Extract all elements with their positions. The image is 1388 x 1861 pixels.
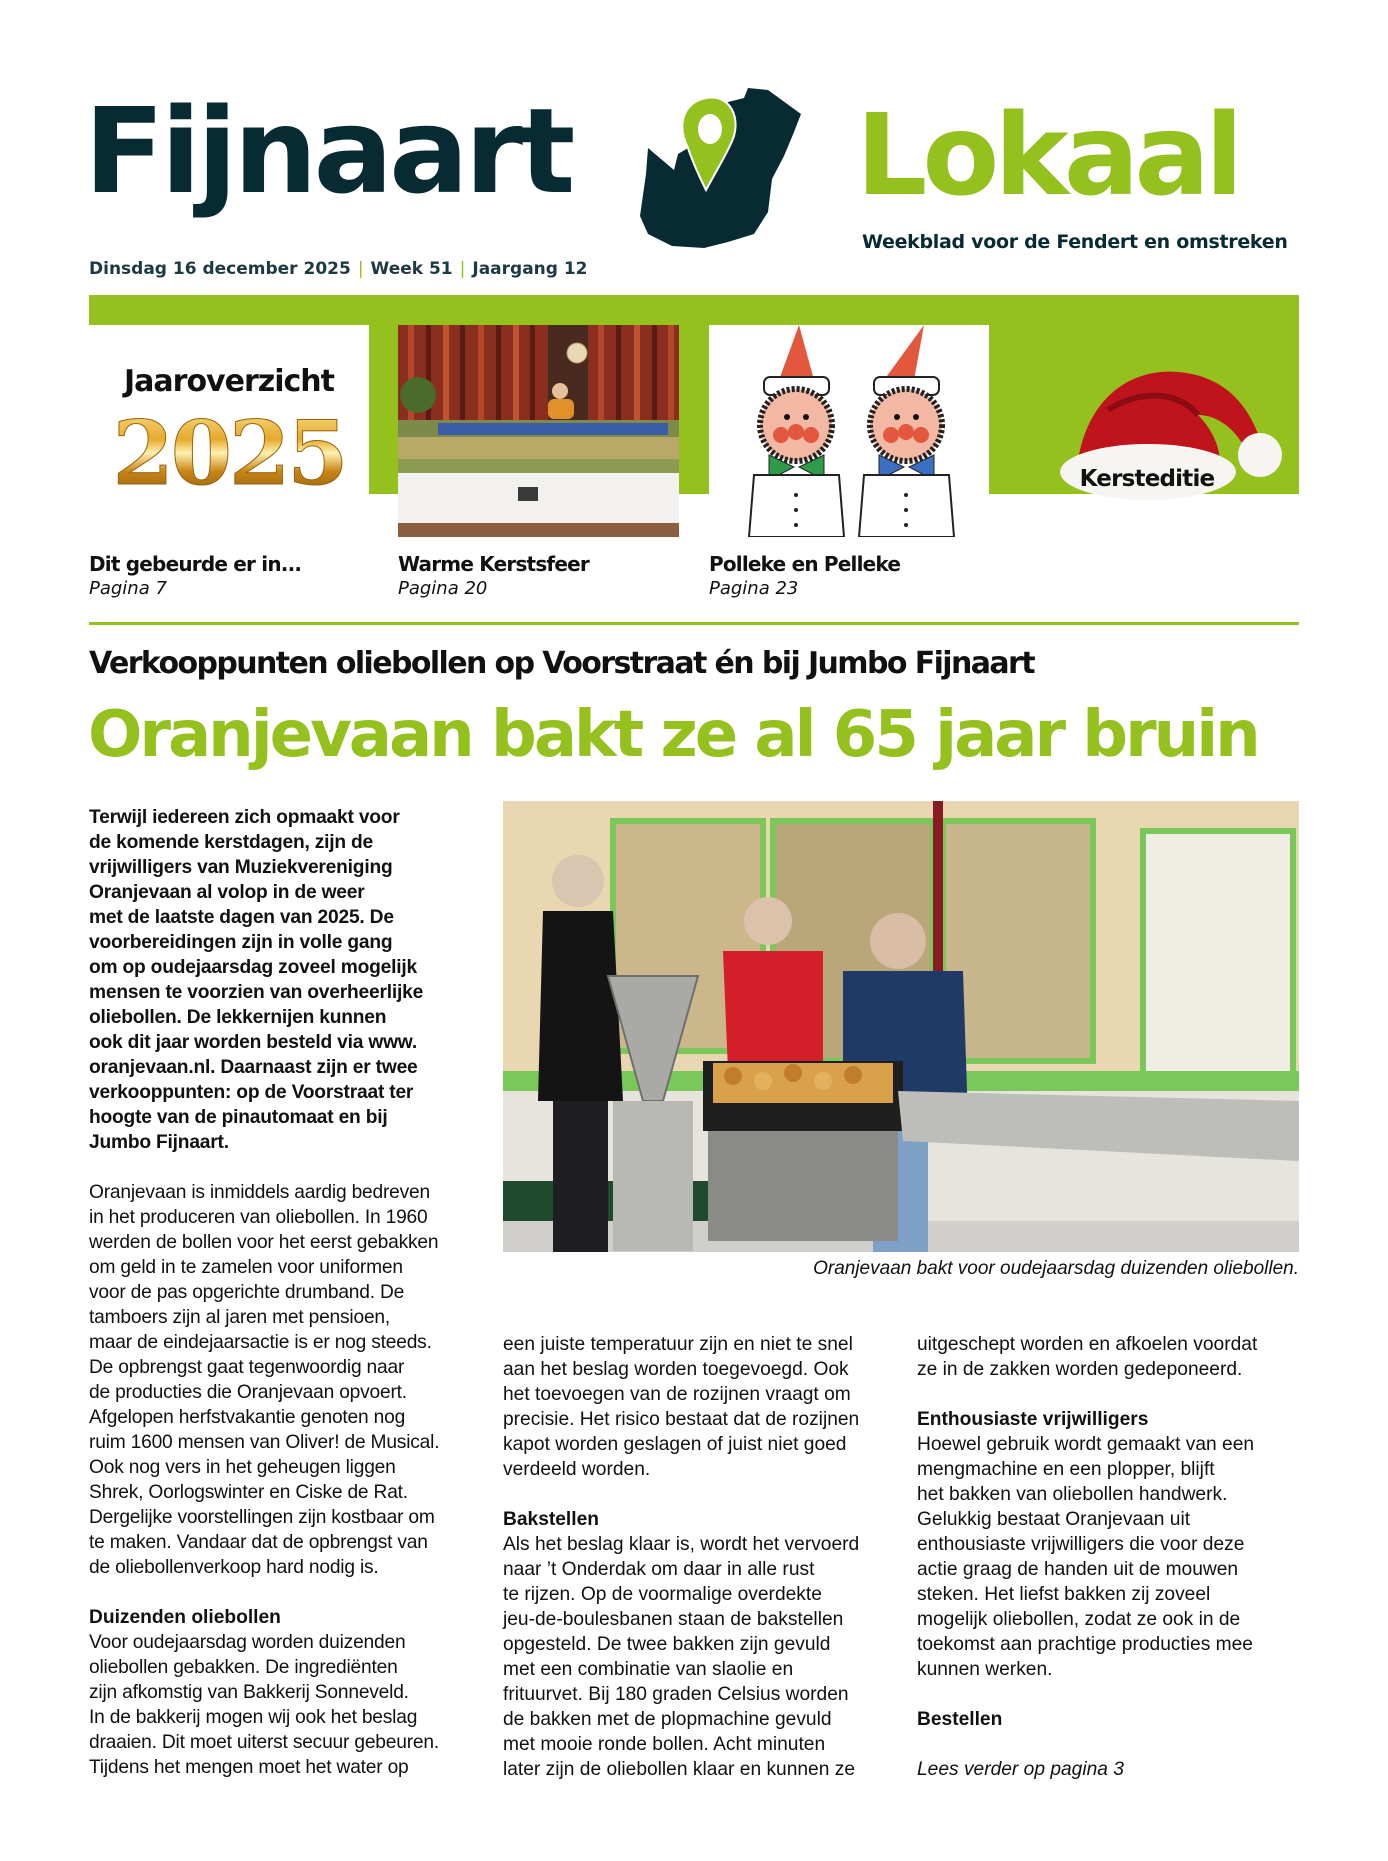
read-more-link[interactable]: Lees verder op pagina 3 bbox=[917, 1759, 1124, 1780]
text-line: ook dit jaar worden besteld via www. bbox=[89, 1032, 417, 1053]
section-divider bbox=[89, 622, 1299, 625]
text-line: om geld in te zamelen voor uniformen bbox=[89, 1257, 403, 1278]
text-line: De opbrengst gaat tegenwoordig naar bbox=[89, 1357, 405, 1378]
masthead-title-fijnaart: Fijnaart bbox=[84, 82, 572, 220]
text-line: Oranjevaan al volop in de weer bbox=[89, 882, 365, 903]
text-line: met mooie ronde bollen. Acht minuten bbox=[503, 1734, 826, 1755]
text-line: mengmachine en een plopper, blijft bbox=[917, 1459, 1215, 1480]
text-line: draaien. Dit moet uiterst secuur gebeuren. bbox=[89, 1732, 439, 1753]
issue-week: Week 51 bbox=[370, 259, 453, 279]
teaser-caption[interactable] bbox=[398, 551, 698, 601]
teaser-page-ref: Pagina 7 bbox=[89, 578, 167, 599]
text-line: kunnen werken. bbox=[917, 1659, 1053, 1680]
teaser-title[interactable]: Polleke en Pelleke bbox=[709, 552, 901, 576]
text-line: Oranjevaan is inmiddels aardig bedreven bbox=[89, 1182, 430, 1203]
text-line: In de bakkerij mogen wij ook het beslag bbox=[89, 1707, 418, 1728]
text-line: Shrek, Oorlogswinter en Ciske de Rat. bbox=[89, 1482, 408, 1503]
masthead-tagline: Weekblad voor de Fendert en omstreken bbox=[862, 231, 1288, 253]
text-line: vrijwilligers van Muziekvereniging bbox=[89, 857, 393, 878]
teaser-caption[interactable] bbox=[709, 551, 1009, 601]
text-line: te maken. Vandaar dat de opbrengst van bbox=[89, 1532, 428, 1553]
text-line: Ook nog vers in het geheugen liggen bbox=[89, 1457, 396, 1478]
text-line: maar de eindejaarsactie is er nog steeds. bbox=[89, 1332, 432, 1353]
text-line: Tijdens het mengen moet het water op bbox=[89, 1757, 409, 1778]
text-line: frituurvet. Bij 180 graden Celsius worden bbox=[503, 1684, 849, 1705]
text-line: naar ’t Onderdak om daar in alle rust bbox=[503, 1559, 815, 1580]
subheading: Bestellen bbox=[917, 1709, 1003, 1730]
text-line: Jumbo Fijnaart. bbox=[89, 1132, 229, 1153]
separator: | bbox=[357, 259, 364, 279]
teaser-title[interactable]: Warme Kerstsfeer bbox=[398, 552, 589, 576]
text-line: enthousiaste vrijwilligers die voor deze bbox=[917, 1534, 1245, 1555]
article-body bbox=[917, 1432, 1307, 1682]
text-line: verkooppunten: op de Voorstraat ter bbox=[89, 1082, 414, 1103]
article-kicker: Verkooppunten oliebollen op Voorstraat én bij Jumbo Fijnaart bbox=[89, 646, 1034, 681]
text-line: opgesteld. De twee bakken zijn gevuld bbox=[503, 1634, 831, 1655]
text-line: actie graag de handen uit de mouwen bbox=[917, 1559, 1239, 1580]
text-line: steken. Het liefst bakken zij zoveel bbox=[917, 1584, 1211, 1605]
text-line: de bakken met de plopmachine gevuld bbox=[503, 1709, 832, 1730]
article-body bbox=[89, 1630, 484, 1780]
text-line: aan het beslag worden toegevoegd. Ook bbox=[503, 1359, 849, 1380]
separator: | bbox=[459, 259, 466, 279]
subheading: Enthousiaste vrijwilligers bbox=[917, 1409, 1149, 1430]
teaser-image-kerstsfeer[interactable] bbox=[398, 325, 679, 537]
article-body bbox=[503, 1332, 903, 1482]
text-line: de komende kerstdagen, zijn de bbox=[89, 832, 374, 853]
text-line: het bakken van oliebollen handwerk. bbox=[917, 1484, 1228, 1505]
text-line: voorbereidingen zijn in volle gang bbox=[89, 932, 393, 953]
edition-badge: Kersteditie bbox=[1079, 466, 1215, 492]
text-line: oliebollen. De lekkernijen kunnen bbox=[89, 1007, 387, 1028]
issue-volume: Jaargang 12 bbox=[472, 259, 588, 279]
text-line: toekomst aan prachtige producties mee bbox=[917, 1634, 1253, 1655]
text-line: voor de pas opgerichte drumband. De bbox=[89, 1282, 405, 1303]
text-line: de producties die Oranjevaan opvoert. bbox=[89, 1382, 407, 1403]
photo-caption: Oranjevaan bakt voor oudejaarsdag duizenden oliebollen. bbox=[813, 1258, 1299, 1279]
text-line: mensen te voorzien van overheerlijke bbox=[89, 982, 424, 1003]
text-line: met een combinatie van slaolie en bbox=[503, 1659, 794, 1680]
teaser-page-ref: Pagina 23 bbox=[709, 578, 799, 599]
article-photo[interactable] bbox=[503, 801, 1299, 1252]
subheading: Bakstellen bbox=[503, 1509, 599, 1530]
text-line: de oliebollenverkoop hard nodig is. bbox=[89, 1557, 379, 1578]
text-line: Gelukkig bestaat Oranjevaan uit bbox=[917, 1509, 1191, 1530]
text-line: Afgelopen herfstvakantie genoten nog bbox=[89, 1407, 406, 1428]
text-line: later zijn de oliebollen klaar en kunnen ze bbox=[503, 1759, 855, 1780]
subheading: Duizenden oliebollen bbox=[89, 1607, 281, 1628]
article-body bbox=[503, 1532, 903, 1782]
article-body bbox=[89, 1180, 484, 1580]
teaser-title[interactable]: Dit gebeurde er in... bbox=[89, 552, 302, 576]
text-line: Als het beslag klaar is, wordt het vervoerd bbox=[503, 1534, 860, 1555]
text-line: het toevoegen van de rozijnen vraagt om bbox=[503, 1384, 851, 1405]
map-pin-logo-icon bbox=[636, 84, 840, 254]
text-line: oranjevaan.nl. Daarnaast zijn er twee bbox=[89, 1057, 418, 1078]
text-line: hoogte van de pinautomaat en bij bbox=[89, 1107, 388, 1128]
text-line: werden de bollen voor het eerst gebakken bbox=[89, 1232, 439, 1253]
article-column-2 bbox=[503, 1332, 903, 1782]
text-line: mogelijk oliebollen, zodat ze ook in de bbox=[917, 1609, 1241, 1630]
text-line: kapot worden geslagen of juist niet goed bbox=[503, 1434, 847, 1455]
article-lead bbox=[89, 805, 484, 1155]
text-line: oliebollen gebakken. De ingrediënten bbox=[89, 1657, 398, 1678]
text-line: verdeeld worden. bbox=[503, 1459, 651, 1480]
issue-info bbox=[89, 258, 588, 280]
text-line: Terwijl iedereen zich opmaakt voor bbox=[89, 807, 400, 828]
text-line: in het produceren van oliebollen. In 1960 bbox=[89, 1207, 428, 1228]
article-column-1 bbox=[89, 805, 484, 1780]
text-line: ze in de zakken worden gedeponeerd. bbox=[917, 1359, 1243, 1380]
jaaroverzicht-year: 2025 bbox=[89, 407, 369, 499]
issue-date: Dinsdag 16 december 2025 bbox=[89, 259, 351, 279]
text-line: tamboers zijn al jaren met pensioen, bbox=[89, 1307, 391, 1328]
text-line: uitgeschept worden en afkoelen voordat bbox=[917, 1334, 1258, 1355]
teaser-caption[interactable] bbox=[89, 551, 389, 601]
text-line: te rijzen. Op de voormalige overdekte bbox=[503, 1584, 822, 1605]
teaser-image-polleke-pelleke[interactable] bbox=[709, 325, 989, 537]
masthead-title-lokaal: Lokaal bbox=[856, 91, 1239, 221]
text-line: Dergelijke voorstellingen zijn kostbaar om bbox=[89, 1507, 435, 1528]
text-line: ruim 1600 mensen van Oliver! de Musical. bbox=[89, 1432, 440, 1453]
text-line: met de laatste dagen van 2025. De bbox=[89, 907, 394, 928]
text-line: Hoewel gebruik wordt gemaakt van een bbox=[917, 1434, 1255, 1455]
article-body bbox=[917, 1332, 1307, 1382]
text-line: om op oudejaarsdag zoveel mogelijk bbox=[89, 957, 417, 978]
text-line: Voor oudejaarsdag worden duizenden bbox=[89, 1632, 406, 1653]
jaaroverzicht-title: Jaaroverzicht bbox=[124, 364, 334, 399]
teaser-image-jaaroverzicht[interactable] bbox=[89, 325, 369, 537]
text-line: een juiste temperatuur zijn en niet te snel bbox=[503, 1334, 853, 1355]
article-headline: Oranjevaan bakt ze al 65 jaar bruin bbox=[88, 698, 1258, 772]
article-column-3 bbox=[917, 1332, 1307, 1782]
teaser-page-ref: Pagina 20 bbox=[398, 578, 488, 599]
text-line: precisie. Het risico bestaat dat de rozijnen bbox=[503, 1409, 860, 1430]
text-line: jeu-de-boulesbanen staan de bakstellen bbox=[503, 1609, 844, 1630]
text-line: zijn afkomstig van Bakkerij Sonneveld. bbox=[89, 1682, 409, 1703]
